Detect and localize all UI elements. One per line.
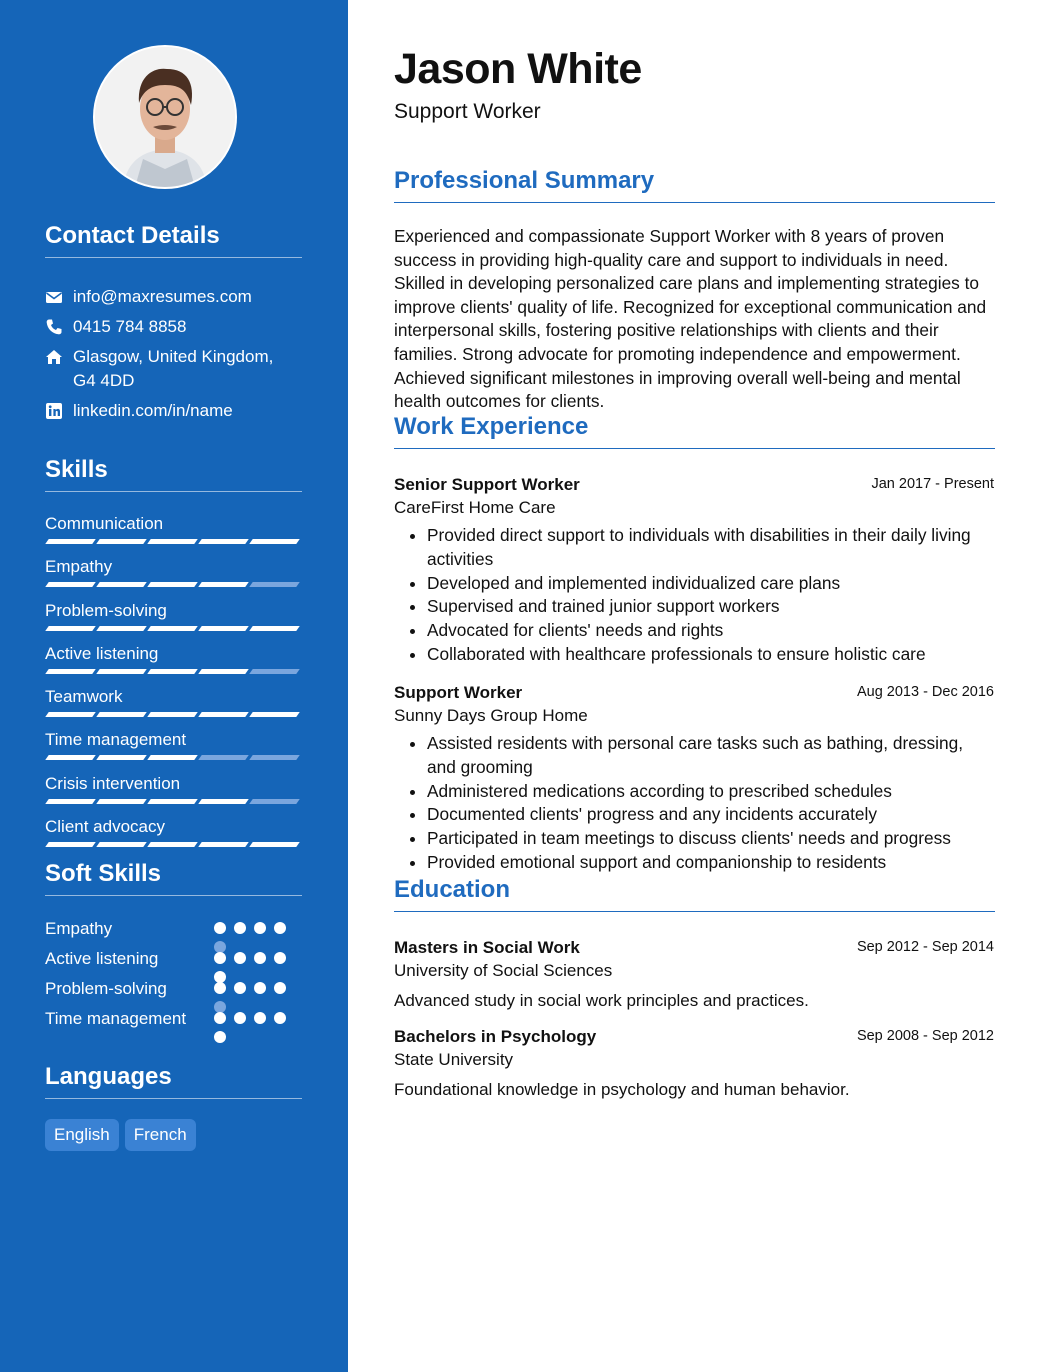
education-entry xyxy=(394,1026,995,1102)
skill-name: Teamwork xyxy=(45,687,123,707)
skill-level-segment xyxy=(45,799,96,804)
skill-item xyxy=(45,512,303,555)
skill-level-segment xyxy=(198,842,249,847)
language-chip: English xyxy=(45,1119,119,1151)
soft-skill-item xyxy=(45,976,303,1006)
candidate-role: Support Worker xyxy=(394,100,541,123)
skill-level-segment xyxy=(96,755,147,760)
rating-dot xyxy=(274,982,286,994)
skill-level-segment xyxy=(249,539,300,544)
degree-title: Masters in Social Work xyxy=(394,938,580,957)
skill-item xyxy=(45,772,303,815)
job-organization: CareFirst Home Care xyxy=(394,498,556,517)
contact-linkedin-text: linkedin.com/in/name xyxy=(73,401,233,420)
job-title: Senior Support Worker xyxy=(394,475,580,494)
skill-level-bar xyxy=(47,842,303,847)
job-bullet: • Supervised and trained junior support workers xyxy=(427,595,995,619)
skill-level-segment xyxy=(147,755,198,760)
rating-dot xyxy=(274,1012,286,1024)
skills-list xyxy=(45,512,303,858)
contact-list xyxy=(45,285,295,429)
rating-dot xyxy=(254,982,266,994)
job-bullet: • Assisted residents with personal care tasks such as bathing, dressing, and grooming xyxy=(427,732,995,780)
rating-dot xyxy=(274,922,286,934)
rating-dot xyxy=(254,952,266,964)
skill-item xyxy=(45,815,303,858)
skill-level-segment xyxy=(147,712,198,717)
education-dates: Sep 2012 - Sep 2014 xyxy=(856,939,994,955)
skill-level-bar xyxy=(47,755,303,760)
skill-level-segment xyxy=(198,626,249,631)
skill-name: Empathy xyxy=(45,557,113,577)
skill-level-segment xyxy=(96,626,147,631)
job-title: Support Worker xyxy=(394,683,523,702)
skill-level-segment xyxy=(198,799,249,804)
rating-dot xyxy=(214,1012,226,1024)
phone-icon xyxy=(45,318,63,336)
job-dates: Jan 2017 - Present xyxy=(871,476,994,492)
education-entry xyxy=(394,937,995,1013)
skill-level-segment xyxy=(96,582,147,587)
summary-text: Experienced and compassionate Support Worker with 8 years of proven success in providing high-quality care and support to individuals in need. Skilled in developing personalized care plans and implementing strategies to improve clients' quality of life. Recognized for exceptional communication and interpersonal skills, fostering positive relationships with clients and their families. Strong advocate for promoting independence and empowerment. Achieved significant milestones in improving overall well-being and mental health outcomes for clients. xyxy=(394,226,987,412)
education-description: Advanced study in social work principles and practices. xyxy=(394,991,809,1010)
contact-address xyxy=(45,345,295,393)
job-bullet: • Provided direct support to individuals with disabilities in their daily living activities xyxy=(427,524,995,572)
skill-name: Crisis intervention xyxy=(45,773,181,793)
skill-level-segment xyxy=(45,582,96,587)
job-bullet: • Developed and implemented individualized care plans xyxy=(427,572,995,596)
rating-dot xyxy=(234,1012,246,1024)
envelope-icon xyxy=(45,288,63,306)
contact-email[interactable] xyxy=(45,285,295,309)
soft-skill-name: Active listening xyxy=(45,949,159,968)
languages-list xyxy=(45,1119,196,1151)
skill-name: Time management xyxy=(45,730,187,750)
language-chip: French xyxy=(125,1119,196,1151)
sidebar xyxy=(0,0,348,1372)
job-entry xyxy=(394,474,995,667)
skill-level-segment xyxy=(147,842,198,847)
skill-name: Problem-solving xyxy=(45,600,167,620)
skill-level-segment xyxy=(249,669,300,674)
skill-level-bar xyxy=(47,626,303,631)
rating-dot xyxy=(234,982,246,994)
skill-item xyxy=(45,728,303,771)
rating-dot xyxy=(234,952,246,964)
skill-level-segment xyxy=(249,842,300,847)
skill-level-bar xyxy=(47,539,303,544)
candidate-name: Jason White xyxy=(394,45,642,93)
skill-level-segment xyxy=(198,669,249,674)
skill-level-segment xyxy=(249,712,300,717)
education-dates: Sep 2008 - Sep 2012 xyxy=(856,1028,994,1044)
languages-heading: Languages xyxy=(45,1063,302,1099)
education-description: Foundational knowledge in psychology and human behavior. xyxy=(394,1080,850,1099)
skill-level-segment xyxy=(45,626,96,631)
job-entry xyxy=(394,682,995,875)
degree-title: Bachelors in Psychology xyxy=(394,1027,597,1046)
contact-details-heading: Contact Details xyxy=(45,222,302,258)
soft-skills-list xyxy=(45,916,303,1056)
skill-item xyxy=(45,599,303,642)
skill-level-segment xyxy=(96,712,147,717)
job-bullet: • Administered medications according to prescribed schedules xyxy=(427,780,995,804)
skill-level-segment xyxy=(45,539,96,544)
skill-level-segment xyxy=(45,755,96,760)
job-dates: Aug 2013 - Dec 2016 xyxy=(856,684,994,700)
contact-address-text: Glasgow, United Kingdom, G4 4DD xyxy=(73,347,274,390)
job-organization: Sunny Days Group Home xyxy=(394,706,588,725)
skill-level-segment xyxy=(198,755,249,760)
rating-dot xyxy=(234,922,246,934)
skills-heading: Skills xyxy=(45,456,302,492)
job-bullet: • Participated in team meetings to discuss clients' needs and progress xyxy=(427,827,995,851)
summary-heading: Professional Summary xyxy=(394,166,995,203)
skill-level-segment xyxy=(147,626,198,631)
skill-level-segment xyxy=(96,799,147,804)
contact-phone[interactable] xyxy=(45,315,295,339)
skill-item xyxy=(45,685,303,728)
skill-name: Client advocacy xyxy=(45,817,166,837)
skill-name: Communication xyxy=(45,514,164,533)
skill-level-segment xyxy=(147,582,198,587)
skill-name: Active listening xyxy=(45,643,159,663)
rating-dot xyxy=(214,982,226,994)
skill-level-segment xyxy=(147,669,198,674)
skill-level-bar xyxy=(47,712,303,717)
skill-level-segment xyxy=(147,799,198,804)
contact-email-text: info@maxresumes.com xyxy=(73,287,252,306)
job-bullet: • Advocated for clients' needs and rights xyxy=(427,619,995,643)
soft-skill-name: Time management xyxy=(45,1009,187,1028)
soft-skill-item xyxy=(45,946,303,976)
home-icon xyxy=(45,348,63,366)
avatar xyxy=(93,45,237,189)
skill-level-segment xyxy=(198,539,249,544)
rating-dot xyxy=(254,922,266,934)
soft-skill-name: Empathy xyxy=(45,919,113,938)
rating-dot xyxy=(214,1031,226,1043)
skill-level-bar xyxy=(47,799,303,804)
soft-skill-name: Problem-solving xyxy=(45,979,167,998)
linkedin-icon xyxy=(45,402,63,420)
skill-level-segment xyxy=(96,669,147,674)
skill-level-bar xyxy=(47,669,303,674)
job-bullets xyxy=(394,732,995,875)
soft-skill-item xyxy=(45,916,303,946)
soft-skills-heading: Soft Skills xyxy=(45,860,302,896)
skill-level-bar xyxy=(47,582,303,587)
job-bullet: • Provided emotional support and companionship to residents xyxy=(427,851,995,875)
school-name: University of Social Sciences xyxy=(394,961,613,980)
skill-level-segment xyxy=(45,842,96,847)
skill-level-segment xyxy=(147,539,198,544)
skill-level-segment xyxy=(96,539,147,544)
rating-dot xyxy=(214,922,226,934)
experience-heading: Work Experience xyxy=(394,412,995,449)
skill-level-segment xyxy=(249,582,300,587)
job-bullet: • Documented clients' progress and any incidents accurately xyxy=(427,803,995,827)
skill-level-segment xyxy=(45,712,96,717)
skill-level-segment xyxy=(249,799,300,804)
rating-dot xyxy=(274,952,286,964)
contact-linkedin[interactable] xyxy=(45,399,295,423)
skill-item xyxy=(45,642,303,685)
skill-level-segment xyxy=(96,842,147,847)
soft-skill-item xyxy=(45,1006,303,1056)
contact-phone-text: 0415 784 8858 xyxy=(73,317,187,336)
skill-item xyxy=(45,555,303,598)
skill-level-segment xyxy=(198,582,249,587)
rating-dot xyxy=(214,952,226,964)
job-bullets xyxy=(394,524,995,667)
skill-level-segment xyxy=(249,626,300,631)
skill-level-segment xyxy=(45,669,96,674)
school-name: State University xyxy=(394,1050,514,1069)
skill-level-segment xyxy=(198,712,249,717)
education-heading: Education xyxy=(394,875,995,912)
rating-dot xyxy=(254,1012,266,1024)
skill-level-segment xyxy=(249,755,300,760)
job-bullet: • Collaborated with healthcare professionals to ensure holistic care xyxy=(427,643,995,667)
